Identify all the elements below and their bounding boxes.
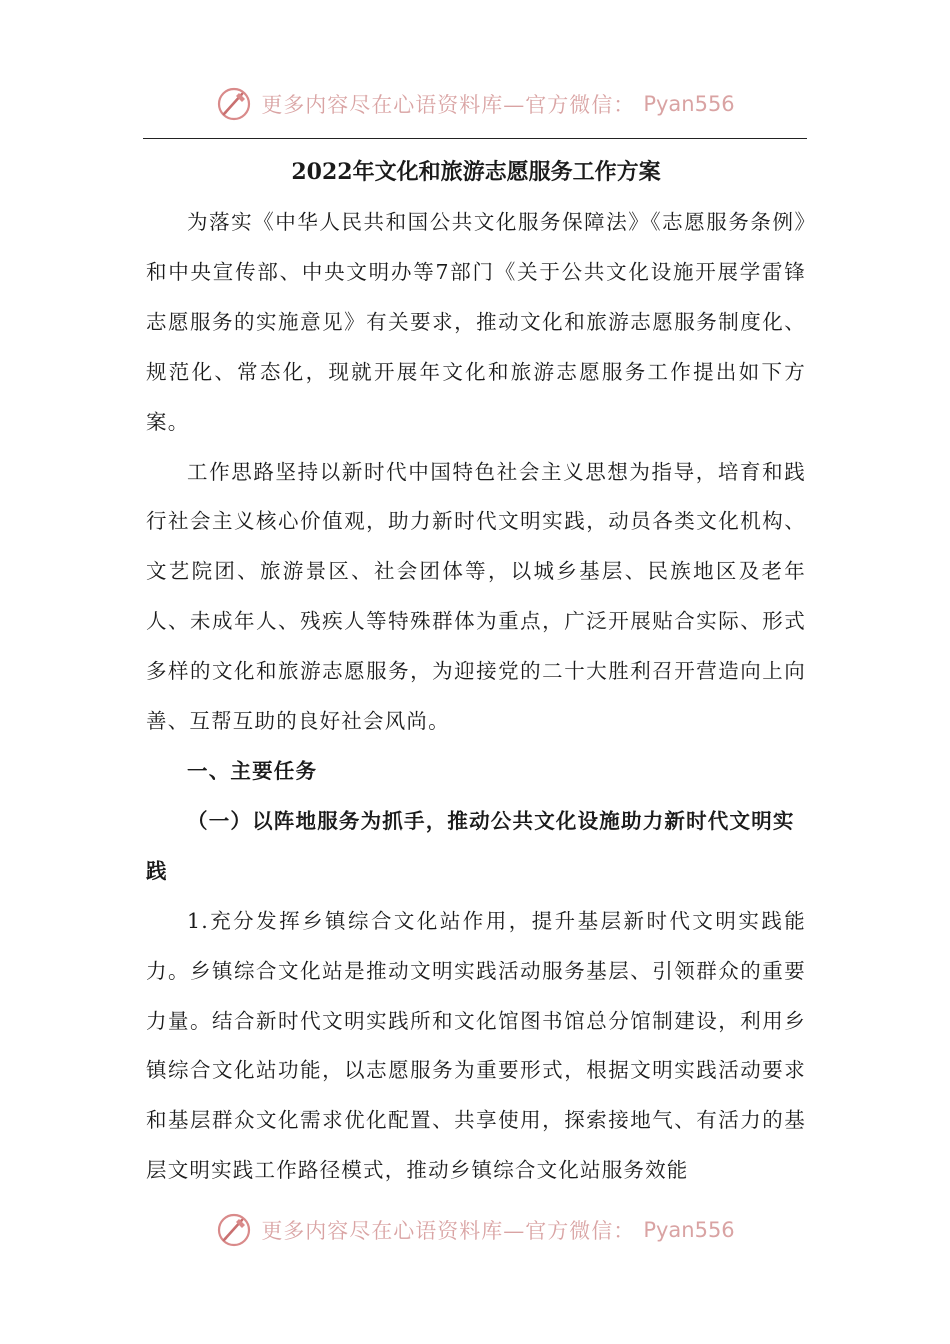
section-heading: 一、主要任务: [187, 758, 318, 783]
watermark-wechat-id: Pyan556: [643, 1218, 735, 1242]
header-divider: [143, 138, 807, 139]
document-title: 2022年文化和旅游志愿服务工作方案: [291, 159, 661, 185]
watermark-wechat-id: Pyan556: [643, 92, 735, 116]
item-paragraph: 1.充分发挥乡镇综合文化站作用，提升基层新时代文明实践能力。乡镇综合文化站是推动文明实践活动服务基层、引领群众的重要力量。结合新时代文明实践所和文化馆图书馆总分馆制建设，利用乡镇综合文化站功能，以志愿服务为重要形式，根据文明实践活动要求和基层群众文化需求优化配置、共享使用，探索接地气、有活力的基层文明实践工作路径模式，推动乡镇综合文化站服务效能: [146, 908, 806, 1183]
watermark-banner-top: [0, 82, 950, 126]
intro-paragraph: 为落实《中华人民共和国公共文化服务保障法》《志愿服务条例》和中央宣传部、中央文明办等7部门《关于公共文化设施开展学雷锋志愿服务的实施意见》有关要求，推动文化和旅游志愿服务制度化、规范化、常态化，现就开展年文化和旅游志愿服务工作提出如下方案。: [146, 210, 806, 434]
subsection-heading: （一）以阵地服务为抓手，推动公共文化设施助力新时代文明实践: [146, 808, 795, 883]
document-body: [146, 146, 806, 1196]
pen-logo-icon: [215, 1211, 253, 1249]
watermark-text: 更多内容尽在心语资料库—官方微信：: [261, 1219, 636, 1243]
approach-paragraph: 工作思路坚持以新时代中国特色社会主义思想为指导，培育和践行社会主义核心价值观，助力新时代文明实践，动员各类文化机构、文艺院团、旅游景区、社会团体等，以城乡基层、民族地区及老年人、未成年人、残疾人等特殊群体为重点，广泛开展贴合实际、形式多样的文化和旅游志愿服务，为迎接党的二十大胜利召开营造向上向善、互帮互助的良好社会风尚。: [146, 459, 806, 734]
watermark-text: 更多内容尽在心语资料库—官方微信：: [261, 93, 636, 117]
pen-logo-icon: [215, 85, 253, 123]
watermark-banner-bottom: [0, 1208, 950, 1252]
